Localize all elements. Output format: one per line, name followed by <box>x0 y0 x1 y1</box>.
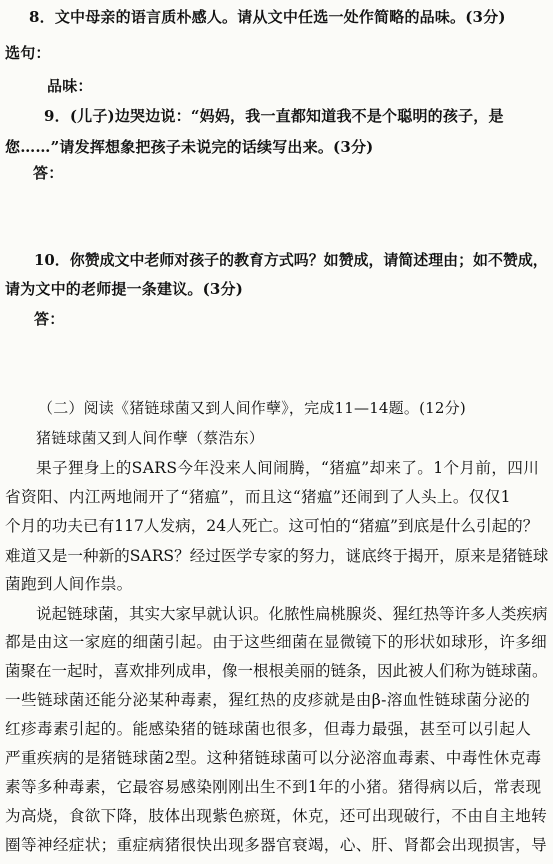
paragraph-line: 素等多种毒素，它最容易感染刚刚出生不到1年的小猪。猪得病以后，常表现 <box>5 778 542 796</box>
paragraph-line: 红疹毒素引起的。能感染猪的链球菌也很多，但毒力最强，甚至可以引起人 <box>5 720 532 738</box>
paragraph-line: 为高烧，食欲下降，肢体出现紫色瘀斑，休克，还可出现破行，不由自主地转 <box>5 807 548 825</box>
q8-taste-label: 品味： <box>47 77 93 95</box>
paragraph-line: 说起链球菌，其实大家早就认识。化脓性扁桃腺炎、猩红热等许多人类疾病 <box>36 605 548 623</box>
paragraph-line: 菌跑到人间作祟。 <box>5 575 133 593</box>
paragraph-line: 菌聚在一起时，喜欢排列成串，像一根根美丽的链条，因此被人们称为链球菌。 <box>5 662 548 680</box>
question-9-line2: 您……”请发挥想象把孩子未说完的话续写出来。(3分) <box>5 138 374 156</box>
question-8: 8．文中母亲的语言质朴感人。请从文中任选一处作简略的品味。(3分) <box>29 8 506 26</box>
q9-answer-label: 答： <box>33 164 64 182</box>
paragraph-line: 严重疾病的是猪链球菌2型。这种猪链球菌可以分泌溶血毒素、中毒性休克毒 <box>5 749 542 767</box>
q8-select-label: 选句： <box>5 44 51 62</box>
paragraph-line: 果子狸身上的SARS今年没来人间闹腾，“猪瘟”却来了。1个月前，四川 <box>36 459 540 477</box>
paragraph-line: 省资阳、内江两地闹开了“猪瘟”，而且这“猪瘟”还闹到了人头上。仅仅1 <box>5 488 511 506</box>
paragraph-line: 一些链球菌还能分泌某种毒素，猩红热的皮疹就是由β-溶血性链球菌分泌的 <box>5 691 531 709</box>
question-10-line2: 请为文中的老师提一条建议。(3分) <box>5 280 244 298</box>
question-9-line1: 9．(儿子)边哭边说：“妈妈，我一直都知道我不是个聪明的孩子，是 <box>44 107 504 125</box>
paragraph-line: 难道又是一种新的SARS？经过医学专家的努力，谜底终于揭开，原来是猪链球 <box>5 547 549 565</box>
paragraph-line: 个月的功夫已有117人发病，24人死亡。这可怕的“猪瘟”到底是什么引起的？ <box>5 517 539 535</box>
section-2-heading: （二）阅读《猪链球菌又到人间作孽》，完成11—14题。(12分) <box>38 399 466 417</box>
q10-answer-label: 答： <box>34 310 65 328</box>
paragraph-line: 都是由这一家庭的细菌引起。由于这些细菌在显微镜下的形状如球形，许多细 <box>5 633 548 651</box>
article-title: 猪链球菌又到人间作孽（蔡浩东） <box>36 429 265 447</box>
paragraph-line: 圈等神经症状；重症病猪很快出现多器官衰竭，心、肝、肾都会出现损害，导 <box>5 836 548 854</box>
question-10-line1: 10．你赞成文中老师对孩子的教育方式吗？如赞成，请简述理由；如不赞成， <box>34 251 548 269</box>
